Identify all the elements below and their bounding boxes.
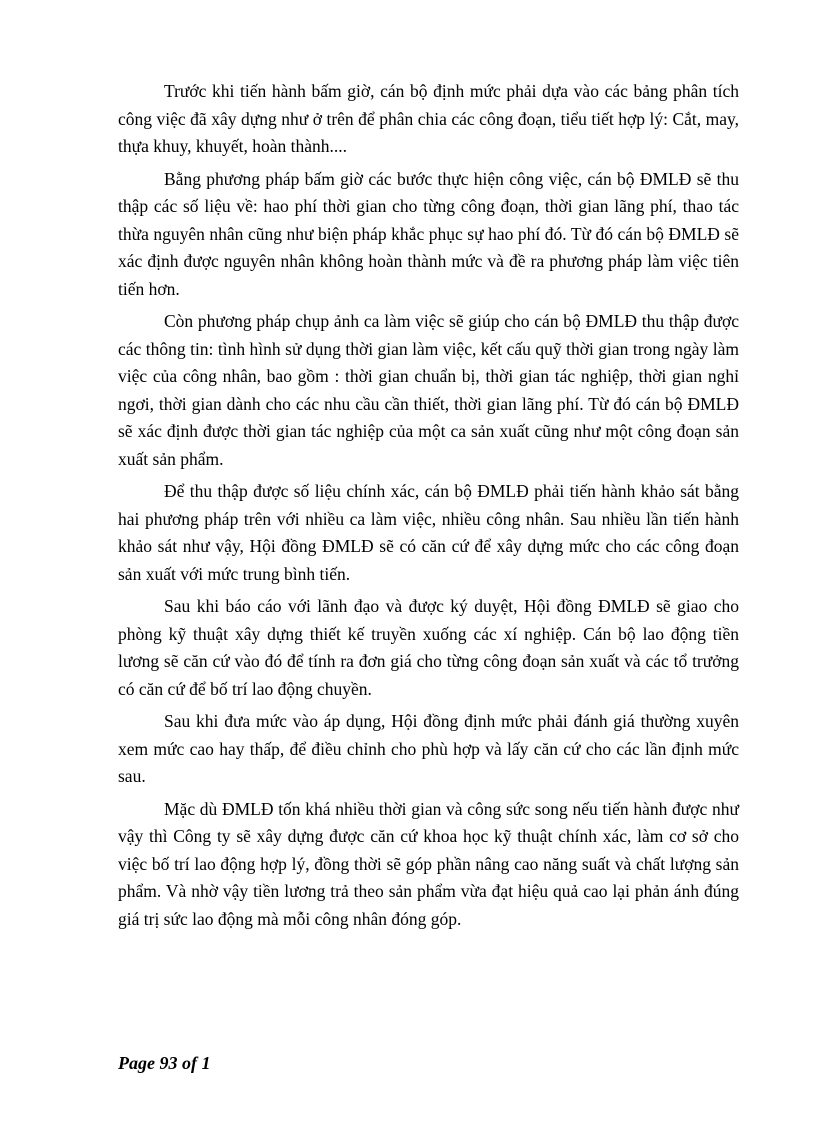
page-footer: Page 93 of 1 <box>118 1053 211 1073</box>
paragraph-5: Sau khi báo cáo với lãnh đạo và được ký duyệt, Hội đồng ĐMLĐ sẽ giao cho phòng kỹ thuật xây dựng thiết kế truyền xuống các xí nghiệp. Cán bộ lao động tiền lương sẽ căn cứ vào đó để tính ra đơn giá cho từng công đoạn sản xuất và các tổ trưởng có căn cứ để bố trí lao động chuyền. <box>118 596 739 699</box>
paragraph-1: Trước khi tiến hành bấm giờ, cán bộ định mức phải dựa vào các bảng phân tích công việc đã xây dựng như ở trên để phân chia các công đoạn, tiểu tiết hợp lý: Cắt, may, thựa khuy, khuyết, hoàn thành.... <box>118 81 739 156</box>
paragraph-7: Mặc dù ĐMLĐ tốn khá nhiều thời gian và công sức song nếu tiến hành được như vậy thì Công ty sẽ xây dựng được căn cứ khoa học kỹ thuật chính xác, làm cơ sở cho việc bố trí lao động hợp lý, đồng thời sẽ góp phần nâng cao năng suất và chất lượng sản phẩm. Và nhờ vậy tiền lương trả theo sản phẩm vừa đạt hiệu quả cao lại phản ánh đúng giá trị sức lao động mà mỗi công nhân đóng góp. <box>118 798 739 929</box>
paragraph-4: Để thu thập được số liệu chính xác, cán bộ ĐMLĐ phải tiến hành khảo sát bằng hai phương pháp trên với nhiều ca làm việc, nhiều công nhân. Sau nhiều lần tiến hành khảo sát như vậy, Hội đồng ĐMLĐ sẽ có căn cứ để xây dựng mức cho các công đoạn sản xuất với mức trung bình tiến. <box>118 481 739 584</box>
paragraph-6: Sau khi đưa mức vào áp dụng, Hội đồng định mức phải đánh giá thường xuyên xem mức cao hay thấp, để điều chỉnh cho phù hợp và lấy căn cứ cho các lần định mức sau. <box>118 711 739 786</box>
document-body <box>118 78 739 938</box>
paragraph-3: Còn phương pháp chụp ảnh ca làm việc sẽ giúp cho cán bộ ĐMLĐ thu thập được các thông tin: tình hình sử dụng thời gian làm việc, kết cấu quỹ thời gian trong ngày làm việc của công nhân, bao gồm : thời gian chuẩn bị, thời gian tác nghiệp, thời gian nghỉ ngơi, thời gian dành cho các nhu cầu cần thiết, thời gian lãng phí. Từ đó cán bộ ĐMLĐ sẽ xác định được thời gian tác nghiệp của một ca sản xuất cũng như một công đoạn sản xuất sản phẩm. <box>118 311 739 469</box>
paragraph-2: Bằng phương pháp bấm giờ các bước thực hiện công việc, cán bộ ĐMLĐ sẽ thu thập các số liệu về: hao phí thời gian cho từng công đoạn, thời gian lãng phí, thao tác thừa nguyên nhân cũng như biện pháp khắc phục sự hao phí đó. Từ đó cán bộ ĐMLĐ sẽ xác định được nguyên nhân không hoàn thành mức và đề ra phương pháp làm việc tiên tiến hơn. <box>118 168 739 299</box>
